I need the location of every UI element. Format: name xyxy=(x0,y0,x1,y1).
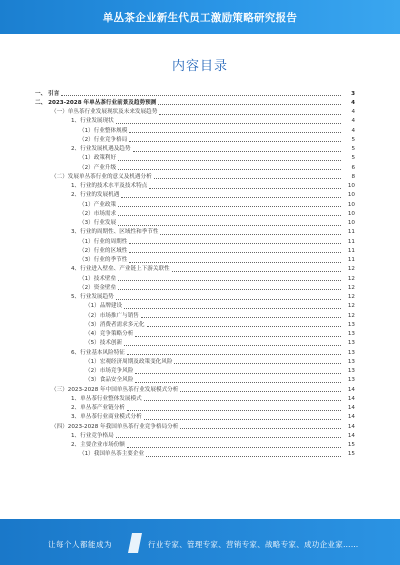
toc-entry-text: （四）2023-2028 年我国单丛茶行业竞争格局分析 xyxy=(51,423,179,430)
toc-page-number: 4 xyxy=(351,99,355,106)
toc-dot-leader xyxy=(127,354,341,355)
toc-dot-leader xyxy=(180,428,341,429)
toc-entry[interactable] xyxy=(35,393,355,402)
toc-page-number: 12 xyxy=(347,266,355,273)
toc-page-number: 11 xyxy=(347,247,355,254)
toc-page-number: 13 xyxy=(347,331,355,338)
toc-page-number: 13 xyxy=(347,340,355,347)
toc-entry-text: 6、行业基本风险特征 xyxy=(71,349,125,356)
toc-page-number: 5 xyxy=(351,146,355,153)
toc-entry[interactable] xyxy=(35,97,355,106)
toc-page-number: 5 xyxy=(351,155,355,162)
toc-entry[interactable] xyxy=(35,208,355,217)
toc-entry[interactable] xyxy=(35,412,355,421)
toc-entry[interactable] xyxy=(35,292,355,301)
toc-entry[interactable] xyxy=(35,181,355,190)
toc-entry-text: 1、行业的技术水平及技术特点 xyxy=(71,183,148,190)
toc-entry[interactable] xyxy=(35,107,355,116)
toc-dot-leader xyxy=(127,410,341,411)
toc-page-number: 3 xyxy=(351,90,355,97)
toc-entry[interactable] xyxy=(35,421,355,430)
toc-dot-leader xyxy=(129,243,341,244)
toc-entry-text: 1、行业发展现状 xyxy=(71,118,114,125)
toc-entry-text: 2、主要企业市场份额 xyxy=(71,442,125,449)
toc-page-number: 6 xyxy=(351,164,355,171)
toc-entry[interactable] xyxy=(35,236,355,245)
toc-entry[interactable] xyxy=(35,384,355,393)
toc-entry-text: （1）政策利好 xyxy=(79,155,117,162)
toc-entry-text: （1）宏观经济周期及政策变化风险 xyxy=(85,358,173,365)
toc-dot-leader xyxy=(160,234,341,235)
toc-entry[interactable] xyxy=(35,329,355,338)
toc-entry-text: 1、单丛茶行业整体发展模式 xyxy=(71,395,142,402)
toc-page-number: 14 xyxy=(347,432,355,439)
toc-page-number: 14 xyxy=(347,405,355,412)
toc-dot-leader xyxy=(135,382,341,383)
toc-entry[interactable] xyxy=(35,319,355,328)
toc-dot-leader xyxy=(118,215,341,216)
toc-dot-leader xyxy=(129,141,341,142)
toc-entry-text: （二）发展单丛茶行业的意义及机遇分析 xyxy=(51,173,152,180)
toc-entry[interactable] xyxy=(35,403,355,412)
toc-entry-text: （2）资金壁垒 xyxy=(79,284,117,291)
toc-entry[interactable] xyxy=(35,245,355,254)
toc-dot-leader xyxy=(121,197,341,198)
toc-entry-text: （三）2023-2028 年中国单丛茶行业发展模式分析 xyxy=(51,386,179,393)
toc-page-number: 14 xyxy=(347,423,355,430)
table-of-contents xyxy=(35,88,355,458)
toc-entry-text: （1）行业整体规模 xyxy=(79,127,128,134)
toc-entry[interactable] xyxy=(35,218,355,227)
toc-page-number: 13 xyxy=(347,368,355,375)
toc-entry-text: （3）行业发展 xyxy=(79,220,117,227)
toc-dot-leader xyxy=(118,206,341,207)
toc-entry-text: 二、 2023-2028 年单丛茶行业前景及趋势预测 xyxy=(35,99,157,106)
toc-entry-text: （2）市场竞争风险 xyxy=(85,368,134,375)
toc-dot-leader xyxy=(129,132,341,133)
toc-page-number: 12 xyxy=(347,303,355,310)
toc-dot-leader xyxy=(116,437,341,438)
toc-entry-text: 2、单丛茶产业链分析 xyxy=(71,405,125,412)
report-header-banner xyxy=(0,0,400,34)
toc-dot-leader xyxy=(133,151,342,152)
toc-entry-text: 3、行业的周期性、区域性和季节性 xyxy=(71,229,159,236)
toc-entry[interactable] xyxy=(35,430,355,439)
toc-dot-leader xyxy=(146,456,341,457)
toc-dot-leader xyxy=(124,345,341,346)
toc-dot-leader xyxy=(127,447,341,448)
toc-page-number: 13 xyxy=(347,321,355,328)
toc-dot-leader xyxy=(149,188,341,189)
toc-dot-leader xyxy=(116,299,341,300)
toc-entry[interactable] xyxy=(35,227,355,236)
toc-dot-leader xyxy=(180,391,341,392)
toc-page-number: 10 xyxy=(347,210,355,217)
toc-dot-leader xyxy=(118,160,341,161)
toc-heading: 内容目录 xyxy=(171,59,228,74)
toc-page-number: 14 xyxy=(347,386,355,393)
toc-entry[interactable] xyxy=(35,282,355,291)
footer-divider-icon xyxy=(128,533,142,553)
toc-entry[interactable] xyxy=(35,199,355,208)
toc-page-number: 11 xyxy=(347,238,355,245)
toc-dot-leader xyxy=(118,280,341,281)
toc-entry-text: 一、 引言 xyxy=(35,90,60,97)
toc-entry-text: （3）食品安全风险 xyxy=(85,377,134,384)
toc-dot-leader xyxy=(158,104,341,105)
toc-entry-text: （3）行业的季节性 xyxy=(79,257,128,264)
toc-entry[interactable] xyxy=(35,144,355,153)
toc-dot-leader xyxy=(118,289,341,290)
toc-page-number: 11 xyxy=(347,257,355,264)
toc-entry-text: （1）行业的周期性 xyxy=(79,238,128,245)
toc-entry[interactable] xyxy=(35,310,355,319)
toc-entry[interactable] xyxy=(35,449,355,458)
toc-dot-leader xyxy=(154,178,341,179)
report-title: 单丛茶企业新生代员工激励策略研究报告 xyxy=(102,11,298,24)
toc-page-number: 5 xyxy=(351,136,355,143)
toc-page-number: 14 xyxy=(347,414,355,421)
toc-dot-leader xyxy=(135,336,341,337)
toc-dot-leader xyxy=(135,373,341,374)
toc-entry-text: （1）产业政策 xyxy=(79,201,117,208)
toc-page-number: 4 xyxy=(351,118,355,125)
toc-entry-text: （5）技术创新 xyxy=(85,340,123,347)
toc-dot-leader xyxy=(172,271,341,272)
toc-page-number: 10 xyxy=(347,183,355,190)
footer-slogan-right: 行业专家、管理专家、营销专家、战略专家、成功企业家…… xyxy=(148,540,359,549)
footer-slogan-left: 让每个人都能成为 xyxy=(48,540,112,549)
toc-dot-leader xyxy=(118,169,341,170)
toc-page-number: 12 xyxy=(347,284,355,291)
toc-dot-leader xyxy=(147,326,342,327)
toc-page-number: 4 xyxy=(351,109,355,116)
toc-page-number: 10 xyxy=(347,192,355,199)
toc-page-number: 12 xyxy=(347,312,355,319)
toc-entry-text: 1、行业竞争格局 xyxy=(71,432,114,439)
toc-entry-text: 2、行业发展机遇及趋势 xyxy=(71,146,131,153)
toc-page-number: 12 xyxy=(347,275,355,282)
toc-entry-text: （1）技术壁垒 xyxy=(79,275,117,282)
toc-dot-leader xyxy=(141,317,341,318)
toc-page-number: 15 xyxy=(347,451,355,458)
toc-dot-leader xyxy=(159,114,341,115)
toc-page-number: 12 xyxy=(347,294,355,301)
toc-entry-text: （1）品牌建设 xyxy=(85,303,123,310)
toc-entry[interactable] xyxy=(35,153,355,162)
toc-entry[interactable] xyxy=(35,162,355,171)
toc-entry[interactable] xyxy=(35,366,355,375)
toc-entry[interactable] xyxy=(35,125,355,134)
toc-dot-leader xyxy=(129,252,341,253)
toc-dot-leader xyxy=(144,400,341,401)
toc-entry[interactable] xyxy=(35,134,355,143)
toc-dot-leader xyxy=(174,363,341,364)
toc-page-number: 13 xyxy=(347,377,355,384)
toc-entry-text: （2）市场推广与销售 xyxy=(85,312,139,319)
toc-page-number: 10 xyxy=(347,201,355,208)
toc-page-number: 14 xyxy=(347,395,355,402)
toc-entry[interactable] xyxy=(35,190,355,199)
toc-page-number: 13 xyxy=(347,358,355,365)
toc-entry-text: 2、行业的发展机遇 xyxy=(71,192,120,199)
toc-page-number: 15 xyxy=(347,442,355,449)
toc-page-number: 4 xyxy=(351,127,355,134)
toc-entry[interactable] xyxy=(35,356,355,365)
toc-dot-leader xyxy=(129,262,341,263)
toc-entry[interactable] xyxy=(35,347,355,356)
toc-dot-leader xyxy=(116,123,341,124)
toc-entry[interactable] xyxy=(35,264,355,273)
toc-entry[interactable] xyxy=(35,301,355,310)
toc-entry-text: （2）产业升级 xyxy=(79,164,117,171)
toc-dot-leader xyxy=(61,95,341,96)
toc-entry[interactable] xyxy=(35,440,355,449)
toc-entry-text: （1）我国单丛茶主要企业 xyxy=(79,451,145,458)
toc-dot-leader xyxy=(118,225,341,226)
toc-entry-text: 4、行业进入壁垒、产业链上下游关联性 xyxy=(71,266,170,273)
toc-page-number: 11 xyxy=(347,229,355,236)
toc-entry[interactable] xyxy=(35,375,355,384)
toc-entry[interactable] xyxy=(35,255,355,264)
toc-dot-leader xyxy=(124,308,341,309)
toc-entry-text: 3、单丛茶行业商业模式分析 xyxy=(71,414,142,421)
toc-entry[interactable] xyxy=(35,116,355,125)
toc-entry-text: （3）消费者需求多元化 xyxy=(85,321,145,328)
toc-entry[interactable] xyxy=(35,273,355,282)
toc-entry-text: （2）行业竞争格局 xyxy=(79,136,128,143)
toc-page-number: 13 xyxy=(347,349,355,356)
toc-page-number: 10 xyxy=(347,220,355,227)
toc-entry-text: （2）行业的区域性 xyxy=(79,247,128,254)
toc-dot-leader xyxy=(144,419,341,420)
toc-entry-text: （4）竞争策略分析 xyxy=(85,331,134,338)
toc-entry[interactable] xyxy=(35,171,355,180)
toc-entry[interactable] xyxy=(35,338,355,347)
toc-entry-text: （一）单丛茶行业发展现状及未来发展趋势 xyxy=(51,109,158,116)
toc-entry-text: （2）市场需求 xyxy=(79,210,117,217)
toc-entry-text: 5、行业发展趋势 xyxy=(71,294,114,301)
toc-entry[interactable] xyxy=(35,88,355,97)
toc-page-number: 8 xyxy=(351,173,355,180)
